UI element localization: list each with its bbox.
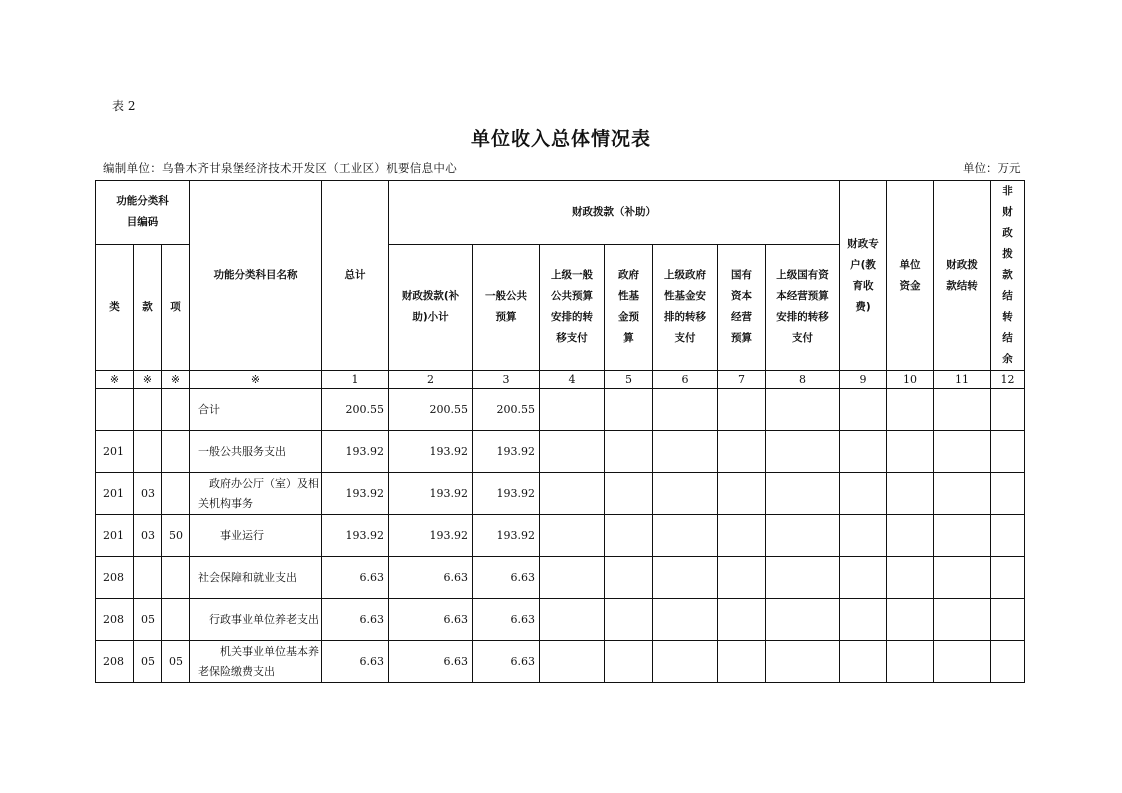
cell-general-budget: 193.92 xyxy=(473,515,540,557)
cell-empty xyxy=(840,557,887,599)
cell-empty xyxy=(653,389,718,431)
index-number: 10 xyxy=(887,371,934,389)
header-xiang: 项 xyxy=(162,244,190,370)
cell-empty xyxy=(934,599,991,641)
cell-empty xyxy=(653,641,718,683)
index-mark: ※ xyxy=(162,371,190,389)
cell-name: 事业运行 xyxy=(190,515,322,557)
cell-empty xyxy=(718,557,766,599)
cell-empty xyxy=(605,641,653,683)
cell-kuan xyxy=(134,557,162,599)
header-general-budget: 一般公共预算 xyxy=(473,244,540,370)
header-unit-funds: 单位资金 xyxy=(887,181,934,371)
cell-empty xyxy=(540,515,605,557)
cell-name: 机关事业单位基本养老保险缴费支出 xyxy=(190,641,322,683)
cell-empty xyxy=(766,515,840,557)
cell-empty xyxy=(540,431,605,473)
header-upper-state-capital-transfer: 上级国有资本经营预算安排的转移支付 xyxy=(766,244,840,370)
table-number: 表 2 xyxy=(112,99,136,113)
table-row xyxy=(96,515,1025,557)
cell-lei: 201 xyxy=(96,473,134,515)
cell-empty xyxy=(934,389,991,431)
cell-empty xyxy=(605,389,653,431)
cell-fiscal-subtotal: 193.92 xyxy=(389,431,473,473)
cell-empty xyxy=(991,389,1025,431)
index-mark: ※ xyxy=(96,371,134,389)
cell-kuan xyxy=(134,389,162,431)
cell-general-budget: 6.63 xyxy=(473,599,540,641)
cell-empty xyxy=(934,557,991,599)
table-row xyxy=(96,431,1025,473)
cell-empty xyxy=(766,557,840,599)
cell-lei: 208 xyxy=(96,641,134,683)
cell-xiang xyxy=(162,389,190,431)
cell-empty xyxy=(991,473,1025,515)
cell-empty xyxy=(840,389,887,431)
cell-empty xyxy=(718,641,766,683)
cell-empty xyxy=(540,641,605,683)
cell-empty xyxy=(605,515,653,557)
cell-empty xyxy=(840,473,887,515)
cell-empty xyxy=(718,599,766,641)
table-row xyxy=(96,599,1025,641)
index-mark: ※ xyxy=(134,371,162,389)
header-name: 功能分类科目名称 xyxy=(190,181,322,371)
cell-general-budget: 193.92 xyxy=(473,431,540,473)
index-number: 11 xyxy=(934,371,991,389)
header-fiscal-group: 财政拨款（补助） xyxy=(389,181,840,245)
cell-lei: 201 xyxy=(96,431,134,473)
cell-name: 社会保障和就业支出 xyxy=(190,557,322,599)
cell-total: 200.55 xyxy=(322,389,389,431)
cell-fiscal-subtotal: 200.55 xyxy=(389,389,473,431)
cell-fiscal-subtotal: 193.92 xyxy=(389,473,473,515)
table-row xyxy=(96,473,1025,515)
table-row xyxy=(96,641,1025,683)
cell-empty xyxy=(840,599,887,641)
header-code-group: 功能分类科目编码 xyxy=(96,181,190,245)
cell-kuan: 03 xyxy=(134,515,162,557)
compiling-unit: 编制单位：乌鲁木齐甘泉堡经济技术开发区（工业区）机要信息中心 xyxy=(103,161,457,175)
header-upper-gov-fund-transfer: 上级政府性基金安排的转移支付 xyxy=(653,244,718,370)
cell-empty xyxy=(653,557,718,599)
cell-empty xyxy=(887,641,934,683)
cell-empty xyxy=(653,515,718,557)
header-total: 总计 xyxy=(322,181,389,371)
cell-total: 193.92 xyxy=(322,473,389,515)
cell-xiang: 50 xyxy=(162,515,190,557)
cell-empty xyxy=(887,473,934,515)
cell-empty xyxy=(887,389,934,431)
index-number: 5 xyxy=(605,371,653,389)
cell-empty xyxy=(718,431,766,473)
cell-empty xyxy=(653,431,718,473)
cell-empty xyxy=(887,515,934,557)
cell-empty xyxy=(766,473,840,515)
cell-xiang: 05 xyxy=(162,641,190,683)
header-state-capital-budget: 国有资本经营预算 xyxy=(718,244,766,370)
cell-empty xyxy=(887,599,934,641)
cell-general-budget: 200.55 xyxy=(473,389,540,431)
cell-xiang xyxy=(162,431,190,473)
index-mark: ※ xyxy=(190,371,322,389)
header-lei: 类 xyxy=(96,244,134,370)
cell-name: 合计 xyxy=(190,389,322,431)
index-row xyxy=(96,371,1025,389)
index-number: 3 xyxy=(473,371,540,389)
index-number: 1 xyxy=(322,371,389,389)
cell-empty xyxy=(766,389,840,431)
index-number: 9 xyxy=(840,371,887,389)
cell-total: 193.92 xyxy=(322,515,389,557)
cell-empty xyxy=(991,599,1025,641)
cell-fiscal-subtotal: 6.63 xyxy=(389,599,473,641)
cell-empty xyxy=(540,389,605,431)
cell-lei: 201 xyxy=(96,515,134,557)
cell-empty xyxy=(887,557,934,599)
cell-xiang xyxy=(162,557,190,599)
cell-kuan: 05 xyxy=(134,641,162,683)
header-fiscal-subtotal: 财政拨款(补助)小计 xyxy=(389,244,473,370)
cell-name: 行政事业单位养老支出 xyxy=(190,599,322,641)
index-number: 6 xyxy=(653,371,718,389)
header-fiscal-carryover: 财政拨款结转 xyxy=(934,181,991,371)
cell-empty xyxy=(934,641,991,683)
cell-kuan: 03 xyxy=(134,473,162,515)
cell-empty xyxy=(653,473,718,515)
cell-fiscal-subtotal: 193.92 xyxy=(389,515,473,557)
cell-xiang xyxy=(162,599,190,641)
currency-unit: 单位：万元 xyxy=(963,161,1021,175)
table-row xyxy=(96,389,1025,431)
cell-empty xyxy=(991,557,1025,599)
cell-empty xyxy=(934,473,991,515)
cell-empty xyxy=(934,431,991,473)
cell-lei: 208 xyxy=(96,557,134,599)
header-fiscal-special: 财政专户(教育收费) xyxy=(840,181,887,371)
cell-empty xyxy=(540,473,605,515)
cell-name: 政府办公厅（室）及相关机构事务 xyxy=(190,473,322,515)
cell-empty xyxy=(605,599,653,641)
index-number: 8 xyxy=(766,371,840,389)
cell-empty xyxy=(653,599,718,641)
cell-total: 6.63 xyxy=(322,557,389,599)
index-number: 2 xyxy=(389,371,473,389)
cell-general-budget: 193.92 xyxy=(473,473,540,515)
cell-empty xyxy=(766,431,840,473)
cell-empty xyxy=(840,431,887,473)
cell-name: 一般公共服务支出 xyxy=(190,431,322,473)
cell-lei xyxy=(96,389,134,431)
index-number: 4 xyxy=(540,371,605,389)
index-number: 7 xyxy=(718,371,766,389)
cell-fiscal-subtotal: 6.63 xyxy=(389,641,473,683)
cell-empty xyxy=(540,599,605,641)
cell-empty xyxy=(840,641,887,683)
cell-general-budget: 6.63 xyxy=(473,641,540,683)
cell-general-budget: 6.63 xyxy=(473,557,540,599)
cell-empty xyxy=(840,515,887,557)
cell-total: 6.63 xyxy=(322,641,389,683)
cell-empty xyxy=(887,431,934,473)
cell-fiscal-subtotal: 6.63 xyxy=(389,557,473,599)
cell-empty xyxy=(605,431,653,473)
header-gov-fund-budget: 政府性基金预算 xyxy=(605,244,653,370)
index-number: 12 xyxy=(991,371,1025,389)
page-title: 单位收入总体情况表 xyxy=(470,128,651,150)
cell-kuan: 05 xyxy=(134,599,162,641)
cell-empty xyxy=(991,641,1025,683)
cell-empty xyxy=(718,473,766,515)
cell-lei: 208 xyxy=(96,599,134,641)
cell-empty xyxy=(766,641,840,683)
cell-xiang xyxy=(162,473,190,515)
cell-empty xyxy=(605,473,653,515)
cell-empty xyxy=(991,431,1025,473)
cell-empty xyxy=(991,515,1025,557)
cell-empty xyxy=(718,515,766,557)
cell-empty xyxy=(540,557,605,599)
cell-total: 6.63 xyxy=(322,599,389,641)
cell-empty xyxy=(766,599,840,641)
cell-empty xyxy=(934,515,991,557)
header-kuan: 款 xyxy=(134,244,162,370)
header-non-fiscal-carryover: 非财政拨款结转结余 xyxy=(991,181,1025,371)
cell-kuan xyxy=(134,431,162,473)
table-row xyxy=(96,557,1025,599)
income-table xyxy=(95,180,1025,683)
cell-empty xyxy=(718,389,766,431)
cell-empty xyxy=(605,557,653,599)
header-upper-general-transfer: 上级一般公共预算安排的转移支付 xyxy=(540,244,605,370)
cell-total: 193.92 xyxy=(322,431,389,473)
